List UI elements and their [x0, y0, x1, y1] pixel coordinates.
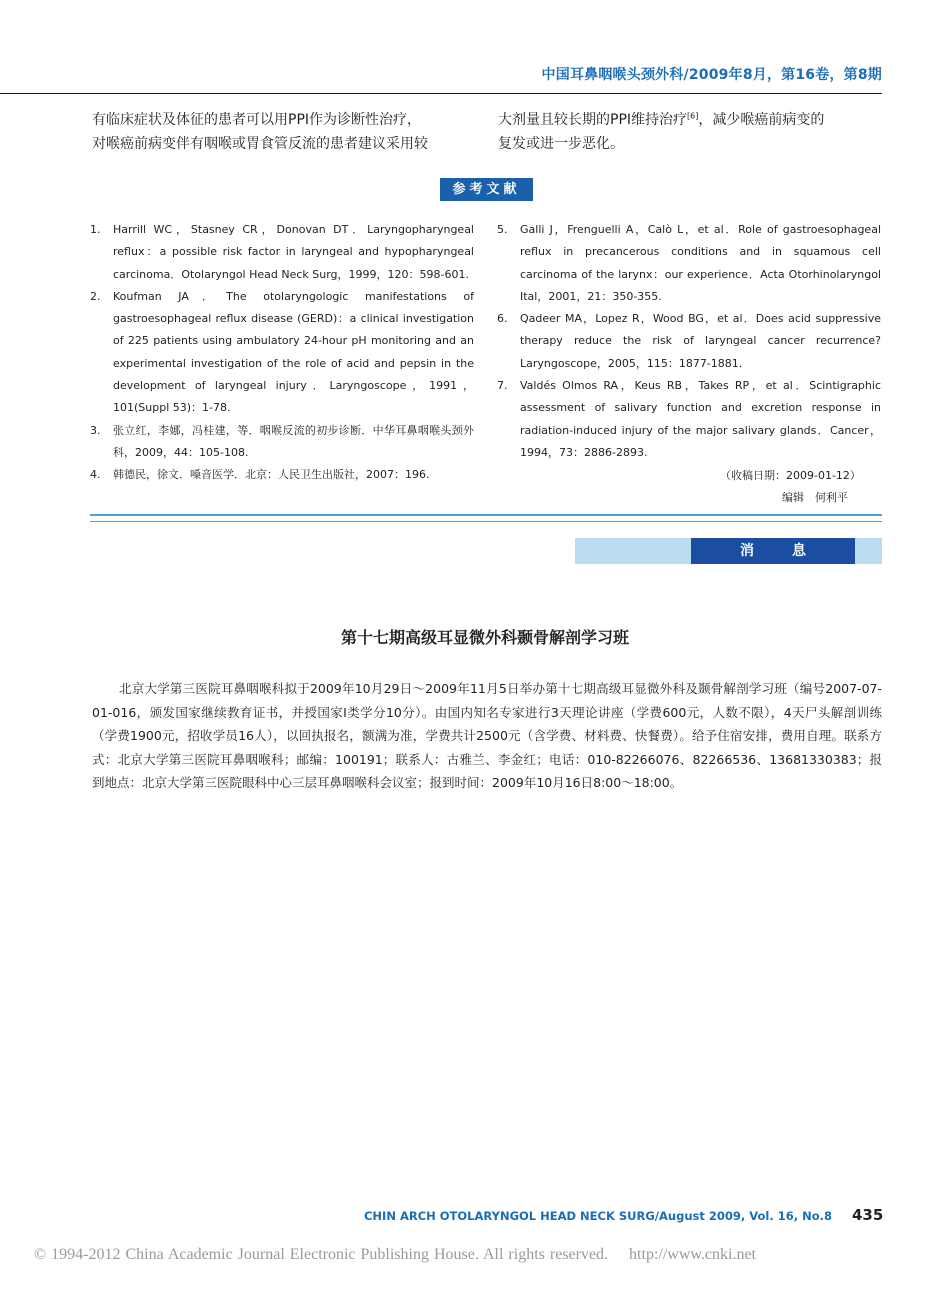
- body-text-line: 复发或进一步恶化。: [498, 136, 624, 152]
- references-left-column: [90, 219, 474, 487]
- reference-item: [90, 286, 474, 420]
- reference-number: 4.: [90, 468, 101, 482]
- references-right-column: [497, 219, 881, 464]
- reference-text: Valdés Olmos RA，Keus RB，Takes RP，et al．Scintigraphic assessment of salivary function and excretion response in radiation-induced injury of the major salivary glands．Cancer，1994，73：2886-2893.: [520, 379, 881, 459]
- reference-text: 张立红，李娜，冯桂建，等．咽喉反流的初步诊断．中华耳鼻咽喉头颈外科，2009，44：105-108.: [113, 423, 474, 459]
- body-text-right-column: [498, 108, 884, 156]
- reference-item: [90, 464, 474, 486]
- reference-item: [497, 219, 881, 308]
- reference-text: 韩德民，徐文．嗓音医学．北京：人民卫生出版社，2007：196.: [113, 468, 430, 482]
- body-text-line: 有临床症状及体征的患者可以用PPI作为诊断性治疗，: [92, 112, 422, 128]
- section-divider-thick: [90, 514, 882, 516]
- journal-header: 中国耳鼻咽喉头颈外科/2009年8月，第16卷，第8期: [541, 67, 882, 83]
- reference-text: Harrill WC，Stasney CR，Donovan DT．Laryngopharyngeal reflux：a possible risk factor in laryngeal and hypopharyngeal carcinoma．Otolaryngol Head Neck Surg，1999，120：598-601.: [113, 223, 474, 281]
- page-number: 435: [852, 1206, 884, 1224]
- copyright-notice: © 1994-2012 China Academic Journal Electronic Publishing House. All rights reserved. http://www.cnki.net: [34, 1246, 756, 1263]
- reference-text: Qadeer MA，Lopez R，Wood BG，et al．Does acid suppressive therapy reduce the risk of laryngeal cancer recurrence? Laryngoscope，2005，115：1877-1881.: [520, 312, 881, 370]
- header-rule: [0, 93, 882, 94]
- footer-journal-info: CHIN ARCH OTOLARYNGOL HEAD NECK SURG/August 2009, Vol. 16, No.8: [363, 1209, 832, 1223]
- body-text-line: 对喉癌前病变伴有咽喉或胃食管反流的患者建议采用较: [92, 136, 428, 152]
- reference-item: [90, 420, 474, 465]
- reference-item: [497, 375, 881, 464]
- editor-credit: 编辑 何利平: [782, 491, 848, 504]
- body-text-segment: ，减少喉癌前病变的: [698, 112, 825, 128]
- section-divider-thin: [90, 521, 882, 522]
- notice-title: 第十七期高级耳显微外科颞骨解剖学习班: [340, 628, 629, 647]
- reference-number: 2.: [90, 289, 101, 303]
- reference-number: 6.: [497, 312, 508, 326]
- citation-mark: [6]: [687, 111, 699, 121]
- reference-number: 1.: [90, 223, 101, 236]
- body-text-line: [498, 108, 884, 132]
- reference-text: Galli J，Frenguelli A，Calò L，et al．Role of gastroesophageal reflux in precancerous conditions and in squamous cell carcinoma of the larynx：our experience．Acta Otorhinolaryngol Ital，2001，21：350-355.: [520, 223, 881, 303]
- reference-item: [90, 219, 474, 286]
- reference-text: Koufman JA．The otolaryngologic manifestations of gastroesophageal reflux disease (GERD)：a clinical investigation of 225 patients using ambulatory 24-hour pH monitoring and an experimental investigation of the role of acid and pepsin in the development of laryngeal injury．Laryngoscope，1991，101(Suppl 53)：1-78.: [113, 289, 474, 415]
- notice-body: 北京大学第三医院耳鼻咽喉科拟于2009年10月29日～2009年11月5日举办第十七期高级耳显微外科及颞骨解剖学习班（编号2007-07-01-016，颁发国家继续教育证书，并授国家I类学分10分）。由国内知名专家进行3天理论讲座（学费600元，人数不限），4天尸头解剖训练（学费1900元，招收学员16人），以回执报名，额满为准，学费共计2500元（含学费、材料费、快餐费）。给予住宿安排，费用自理。联系方式：北京大学第三医院耳鼻咽喉科；邮编：100191；联系人：古雅兰、李金红；电话：010-82266076、82266536、13681330383；报到地点：北京大学第三医院眼科中心三层耳鼻咽喉科会议室；报到时间：2009年10月16日8:00～18:00。: [92, 681, 882, 790]
- body-text-segment: 大剂量且较长期的PPI维持治疗: [498, 112, 688, 128]
- news-section-label: 消息: [691, 538, 855, 564]
- references-heading: 参考文献: [440, 178, 533, 201]
- reference-item: [497, 308, 881, 375]
- received-date: （收稿日期：2009-01-12）: [720, 469, 861, 482]
- reference-number: 7.: [497, 379, 508, 393]
- body-text-left-column: [92, 108, 478, 156]
- reference-number: 3.: [90, 423, 101, 437]
- reference-number: 5.: [497, 223, 508, 236]
